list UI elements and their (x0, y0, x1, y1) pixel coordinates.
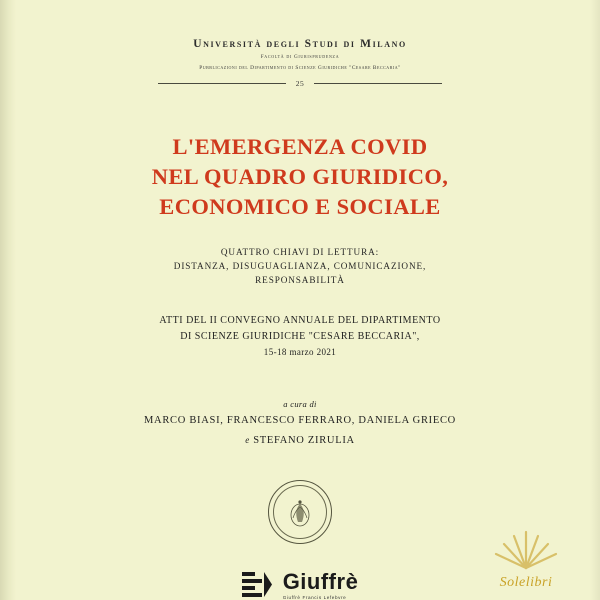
editors-conjunction: e (245, 434, 250, 445)
subtitle-line-3: RESPONSABILITÀ (255, 275, 345, 286)
rule-right (314, 83, 442, 84)
giuffre-logo-mark-icon (242, 570, 276, 600)
seal-wrapper (60, 480, 540, 544)
faculty-name: Facoltà di Giurisprudenza (260, 54, 340, 60)
title-line-1: L'EMERGENZA COVID (172, 134, 428, 159)
editors-line-1: MARCO BIASI, FRANCESCO FERRARO, DANIELA GRIECO (144, 414, 456, 426)
editors-block (60, 399, 540, 449)
proceedings-line-1: ATTI DEL II CONVEGNO ANNUALE DEL DIPARTIMENTO (159, 314, 441, 326)
subtitle-line-2: DISTANZA, DISUGUAGLIANZA, COMUNICAZIONE, (173, 261, 427, 272)
cover-content (60, 0, 540, 600)
series-name: Pubblicazioni del Dipartimento di Scienze Giuridiche "Cesare Beccaria" (199, 65, 401, 71)
giuffre-logo-tagline: Giuffrè Francis Lefebvre (282, 594, 347, 600)
publisher-block (60, 38, 540, 88)
university-seal-icon (268, 480, 332, 544)
title-line-3: ECONOMICO E SOCIALE (159, 193, 441, 219)
solelibri-watermark (470, 524, 582, 590)
title-block (60, 132, 540, 222)
proceedings-block (60, 313, 540, 359)
subtitle-block (60, 245, 540, 288)
publisher-logo (60, 570, 540, 600)
editors-last-name: STEFANO ZIRULIA (253, 434, 355, 446)
giuffre-logo-text-col (282, 568, 359, 600)
subtitle-line-1: QUATTRO CHIAVI DI LETTURA: (220, 246, 380, 257)
giuffre-logo-text: Giuffrè (282, 568, 359, 594)
series-number: 25 (295, 79, 305, 88)
rule-left (158, 83, 286, 84)
solelibri-watermark-text: Solelibri (499, 575, 553, 590)
sun-rays-icon (470, 524, 582, 570)
editors-label: a cura di (283, 398, 317, 409)
right-edge-shadow (590, 0, 600, 600)
proceedings-date: 15-18 marzo 2021 (263, 346, 337, 357)
university-name: Università degli Studi di Milano (193, 38, 407, 50)
series-number-row (60, 79, 540, 88)
spine-shadow (0, 0, 16, 600)
proceedings-line-2: DI SCIENZE GIURIDICHE "CESARE BECCARIA", (180, 330, 420, 342)
editors-line-2 (60, 433, 540, 449)
title-line-2: NEL QUADRO GIURIDICO, (151, 163, 449, 189)
